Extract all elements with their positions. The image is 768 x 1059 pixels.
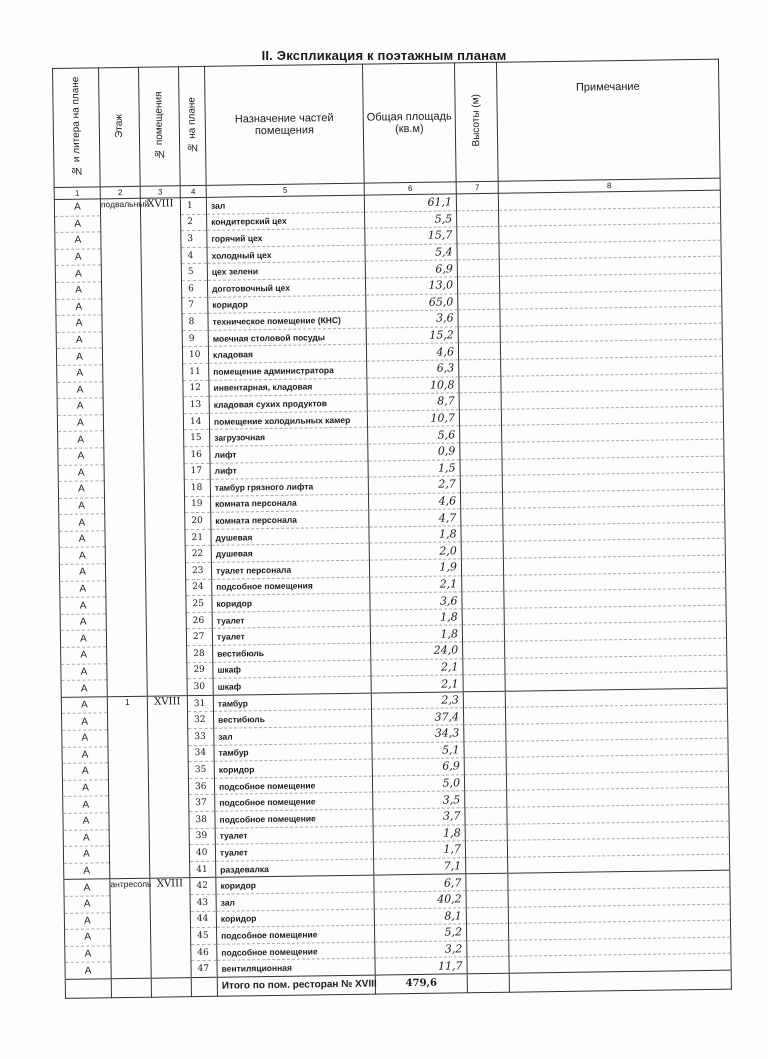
cell-purpose: подсобное помещение [215, 809, 373, 828]
cell-lit: А [58, 481, 104, 498]
cell-height [460, 492, 502, 509]
cell-lit: А [55, 265, 101, 282]
cell-area: 2,1 [371, 675, 463, 693]
cell-lit: А [65, 962, 111, 979]
cell-purpose: кондитерский цех [207, 212, 365, 231]
cell-lit: А [62, 780, 108, 797]
header-height: Высоты (м) [454, 62, 498, 182]
cell-purpose: кладовая [208, 344, 366, 363]
cell-area: 3,6 [366, 310, 458, 328]
cell-area: 5,0 [372, 775, 464, 793]
cell-height [464, 774, 506, 791]
cell-area: 34,3 [372, 725, 464, 743]
cell-plan-number: 41 [190, 861, 216, 878]
cell-height [463, 708, 505, 725]
cell-height [465, 840, 507, 857]
cell-lit: А [61, 647, 107, 664]
cell-purpose: тамбур [214, 743, 372, 762]
cell-height [466, 890, 508, 907]
cell-height [461, 558, 503, 575]
cell-purpose: лифт [210, 444, 368, 463]
cell-lit: А [55, 215, 101, 232]
cell-purpose: подсобное помещение [215, 792, 373, 811]
header-premise: № помещения [138, 67, 180, 187]
cell-plan-number: 15 [184, 430, 210, 447]
cell-height [461, 525, 503, 542]
total-value: 479,6 [375, 974, 467, 994]
cell-area: 15,2 [366, 327, 458, 345]
cell-height [467, 940, 509, 957]
cell-plan-number: 11 [183, 363, 209, 380]
cell-purpose: техническое помещение (КНС) [208, 311, 366, 330]
cell-plan-number: 10 [182, 347, 208, 364]
cell-plan-number: 4 [181, 247, 207, 264]
cell-area: 7,1 [374, 858, 466, 876]
cell-lit: А [60, 597, 106, 614]
cell-height [467, 957, 509, 974]
cell-area: 5,5 [365, 210, 457, 228]
cell-plan-number: 28 [187, 645, 213, 662]
cell-purpose: коридор [208, 295, 366, 314]
cell-purpose: зал [214, 726, 372, 745]
cell-floor: антресоль [110, 879, 151, 979]
cell-lit: А [62, 746, 108, 763]
cell-plan-number: 47 [191, 961, 217, 978]
cell-lit: А [55, 249, 101, 266]
cell-plan-number: 1 [180, 197, 206, 214]
cell-height [462, 625, 504, 642]
cell-height [459, 409, 501, 426]
cell-area: 1,7 [373, 841, 465, 859]
cell-purpose: холодный цех [207, 245, 365, 264]
cell-area: 1,9 [369, 559, 461, 577]
cell-area: 3,2 [375, 941, 467, 959]
cell-premise: XVIII [140, 198, 187, 696]
column-number-row: 1 2 3 4 5 6 7 8 [54, 178, 720, 199]
cell-lit: А [56, 332, 102, 349]
cell-height [459, 359, 501, 376]
page-title: II. Экспликация к поэтажным планам [261, 48, 507, 63]
cell-height [458, 343, 500, 360]
cell-plan-number: 5 [181, 264, 207, 281]
cell-height [460, 459, 502, 476]
cell-lit: А [63, 829, 109, 846]
cell-area: 0,9 [368, 443, 460, 461]
cell-area: 3,7 [373, 808, 465, 826]
cell-area: 2,0 [369, 542, 461, 560]
cell-purpose: доготовочный цех [207, 278, 365, 297]
cell-plan-number: 26 [186, 612, 212, 629]
cell-purpose: раздевалка [216, 859, 374, 878]
cell-height [466, 857, 508, 874]
cell-lit: А [59, 497, 105, 514]
cell-height [458, 326, 500, 343]
cell-area: 6,7 [374, 874, 466, 892]
cell-purpose: коридор [214, 759, 372, 778]
cell-plan-number: 43 [190, 894, 216, 911]
cell-height [465, 791, 507, 808]
cell-lit: А [61, 697, 107, 714]
cell-height [461, 542, 503, 559]
cell-purpose: коридор [212, 593, 370, 612]
cell-height [462, 608, 504, 625]
cell-plan-number: 23 [185, 562, 211, 579]
cell-lit: А [64, 912, 110, 929]
cell-height [456, 193, 498, 210]
cell-purpose: туалет [215, 842, 373, 861]
cell-plan-number: 33 [188, 728, 214, 745]
cell-plan-number: 34 [188, 745, 214, 762]
cell-purpose: подсобное помещение [217, 925, 375, 944]
cell-purpose: вестибюль [213, 643, 371, 662]
cell-floor: подвальный [100, 198, 147, 696]
cell-purpose: лифт [210, 461, 368, 480]
cell-plan-number: 16 [184, 446, 210, 463]
cell-purpose: загрузочная [210, 427, 368, 446]
cell-area: 5,6 [368, 426, 460, 444]
cell-lit: А [61, 680, 107, 697]
cell-height [458, 309, 500, 326]
cell-lit: А [58, 431, 104, 448]
cell-height [460, 475, 502, 492]
cell-height [459, 392, 501, 409]
cell-lit: А [55, 232, 101, 249]
total-label: Итого по пом. ресторан № XVIII [217, 975, 375, 996]
cell-height [464, 724, 506, 741]
cell-area: 10,8 [367, 376, 459, 394]
cell-lit: А [57, 365, 103, 382]
cell-lit: А [59, 514, 105, 531]
cell-plan-number: 21 [185, 529, 211, 546]
cell-purpose: подсобное помещения [212, 577, 370, 596]
cell-lit: А [59, 531, 105, 548]
cell-lit: А [57, 415, 103, 432]
cell-plan-number: 30 [187, 679, 213, 696]
cell-lit: А [54, 199, 100, 216]
cell-lit: А [62, 730, 108, 747]
cell-area: 8,7 [367, 393, 459, 411]
cell-area: 8,1 [374, 907, 466, 925]
header-plan-number: № на плане [178, 66, 206, 185]
cell-lit: А [62, 713, 108, 730]
cell-lit: А [60, 614, 106, 631]
cell-area: 10,7 [367, 410, 459, 428]
cell-plan-number: 31 [187, 695, 213, 712]
cell-area: 1,8 [373, 824, 465, 842]
cell-lit: А [63, 846, 109, 863]
cell-purpose: моечная столовой посуды [208, 328, 366, 347]
cell-height [462, 591, 504, 608]
cell-purpose: туалет [212, 627, 370, 646]
cell-plan-number: 40 [189, 844, 215, 861]
cell-height [463, 641, 505, 658]
cell-plan-number: 14 [183, 413, 209, 430]
cell-purpose: туалет персонала [211, 560, 369, 579]
cell-area: 1,5 [368, 459, 460, 477]
cell-purpose: тамбур грязного лифта [210, 477, 368, 496]
header-area: Общая площадь (кв.м) [362, 63, 456, 183]
cell-plan-number: 29 [187, 662, 213, 679]
cell-height [464, 741, 506, 758]
cell-area: 4,6 [368, 493, 460, 511]
cell-plan-number: 45 [191, 927, 217, 944]
explication-table-wrapper [52, 59, 731, 999]
cell-plan-number: 24 [186, 579, 212, 596]
cell-purpose: помещение холодильных камер [209, 411, 367, 430]
cell-height [457, 243, 499, 260]
cell-purpose: комната персонала [210, 494, 368, 513]
cell-premise: XVIII [147, 695, 190, 878]
cell-height [457, 276, 499, 293]
cell-area: 2,1 [370, 575, 462, 593]
cell-height [463, 674, 505, 691]
cell-purpose: вестибюль [214, 710, 372, 729]
cell-plan-number: 9 [182, 330, 208, 347]
cell-area: 6,9 [365, 260, 457, 278]
cell-purpose: горячий цех [207, 228, 365, 247]
cell-plan-number: 13 [183, 396, 209, 413]
cell-lit: А [65, 929, 111, 946]
cell-lit: А [64, 896, 110, 913]
cell-lit: А [60, 580, 106, 597]
header-purpose: Назначение частей помещения [204, 64, 364, 185]
cell-purpose: коридор [216, 875, 374, 894]
cell-area: 24,0 [371, 642, 463, 660]
cell-plan-number: 19 [184, 496, 210, 513]
cell-lit: А [57, 381, 103, 398]
cell-purpose: подсобное помещение [217, 942, 375, 961]
cell-lit: А [59, 564, 105, 581]
cell-lit: А [58, 448, 104, 465]
cell-plan-number: 42 [190, 878, 216, 895]
cell-height [457, 226, 499, 243]
cell-area: 40,2 [374, 891, 466, 909]
cell-area: 61,1 [364, 194, 456, 212]
cell-plan-number: 7 [182, 297, 208, 314]
cell-plan-number: 3 [181, 231, 207, 248]
cell-plan-number: 18 [184, 479, 210, 496]
cell-plan-number: 2 [181, 214, 207, 231]
cell-height [458, 293, 500, 310]
cell-height [457, 210, 499, 227]
cell-area: 4,6 [366, 343, 458, 361]
cell-height [457, 260, 499, 277]
cell-area: 3,5 [373, 791, 465, 809]
table-body [54, 190, 731, 979]
cell-area: 1,8 [370, 609, 462, 627]
cell-lit: А [57, 398, 103, 415]
cell-height [465, 807, 507, 824]
cell-lit: А [62, 763, 108, 780]
cell-purpose: туалет [215, 826, 373, 845]
cell-lit: А [56, 348, 102, 365]
cell-area: 5,2 [374, 924, 466, 942]
cell-floor: 1 [107, 696, 150, 879]
cell-plan-number: 6 [181, 280, 207, 297]
cell-height [464, 757, 506, 774]
cell-height [459, 376, 501, 393]
cell-area: 13,0 [365, 277, 457, 295]
cell-purpose: помещение администратора [209, 361, 367, 380]
cell-height [463, 691, 505, 708]
cell-area: 6,3 [367, 360, 459, 378]
cell-area: 2,1 [371, 658, 463, 676]
cell-area: 1,8 [370, 625, 462, 643]
cell-area: 5,4 [365, 244, 457, 262]
cell-area: 1,8 [369, 526, 461, 544]
cell-purpose: кладовая сухих продуктов [209, 394, 367, 413]
cell-height [460, 442, 502, 459]
cell-plan-number: 35 [188, 761, 214, 778]
cell-plan-number: 12 [183, 380, 209, 397]
header-floor: Этаж [99, 67, 141, 187]
cell-area: 65,0 [366, 293, 458, 311]
cell-lit: А [58, 464, 104, 481]
cell-lit: А [64, 863, 110, 880]
cell-lit: А [59, 547, 105, 564]
cell-lit: А [64, 879, 110, 896]
cell-lit: А [56, 298, 102, 315]
cell-plan-number: 32 [188, 712, 214, 729]
cell-height [466, 907, 508, 924]
cell-purpose: тамбур [213, 693, 371, 712]
cell-plan-number: 17 [184, 463, 210, 480]
cell-area: 5,1 [372, 741, 464, 759]
cell-lit: А [63, 813, 109, 830]
cell-height [460, 426, 502, 443]
cell-plan-number: 22 [185, 546, 211, 563]
cell-area: 6,9 [372, 758, 464, 776]
cell-lit: А [63, 796, 109, 813]
cell-height [461, 509, 503, 526]
cell-purpose: шкаф [213, 676, 371, 695]
cell-area: 2,7 [368, 476, 460, 494]
cell-purpose: душевая [211, 527, 369, 546]
cell-area: 3,6 [370, 592, 462, 610]
cell-purpose: цех зелени [207, 262, 365, 281]
cell-area: 4,7 [369, 509, 461, 527]
cell-plan-number: 20 [185, 513, 211, 530]
cell-area: 2,3 [371, 692, 463, 710]
cell-area: 37,4 [371, 708, 463, 726]
cell-purpose: вентиляционная [217, 958, 375, 977]
cell-purpose: подсобное помещение [214, 776, 372, 795]
cell-lit: А [65, 945, 111, 962]
cell-purpose: зал [216, 892, 374, 911]
cell-height [466, 923, 508, 940]
cell-plan-number: 8 [182, 314, 208, 331]
cell-lit: А [61, 663, 107, 680]
cell-purpose: туалет [212, 610, 370, 629]
cell-purpose: душевая [211, 544, 369, 563]
cell-plan-number: 44 [190, 911, 216, 928]
cell-lit: А [56, 315, 102, 332]
cell-lit: А [60, 630, 106, 647]
cell-height [462, 575, 504, 592]
cell-plan-number: 37 [189, 795, 215, 812]
header-note: Примечание [496, 59, 720, 181]
cell-height [465, 824, 507, 841]
cell-area: 15,7 [365, 227, 457, 245]
cell-purpose: коридор [216, 909, 374, 928]
cell-premise: XVIII [150, 878, 191, 978]
cell-purpose: шкаф [213, 660, 371, 679]
cell-area: 11,7 [375, 957, 467, 975]
cell-purpose: комната персонала [211, 510, 369, 529]
cell-plan-number: 36 [188, 778, 214, 795]
header-lit: № и литера на плане [53, 68, 101, 188]
cell-height [463, 658, 505, 675]
cell-purpose: зал [206, 195, 364, 214]
cell-plan-number: 27 [186, 629, 212, 646]
explication-table [52, 59, 732, 999]
cell-plan-number: 46 [191, 944, 217, 961]
cell-purpose: инвентарная, кладовая [209, 378, 367, 397]
cell-height [466, 874, 508, 891]
cell-plan-number: 38 [189, 811, 215, 828]
cell-plan-number: 25 [186, 596, 212, 613]
cell-lit: А [55, 282, 101, 299]
cell-plan-number: 39 [189, 828, 215, 845]
